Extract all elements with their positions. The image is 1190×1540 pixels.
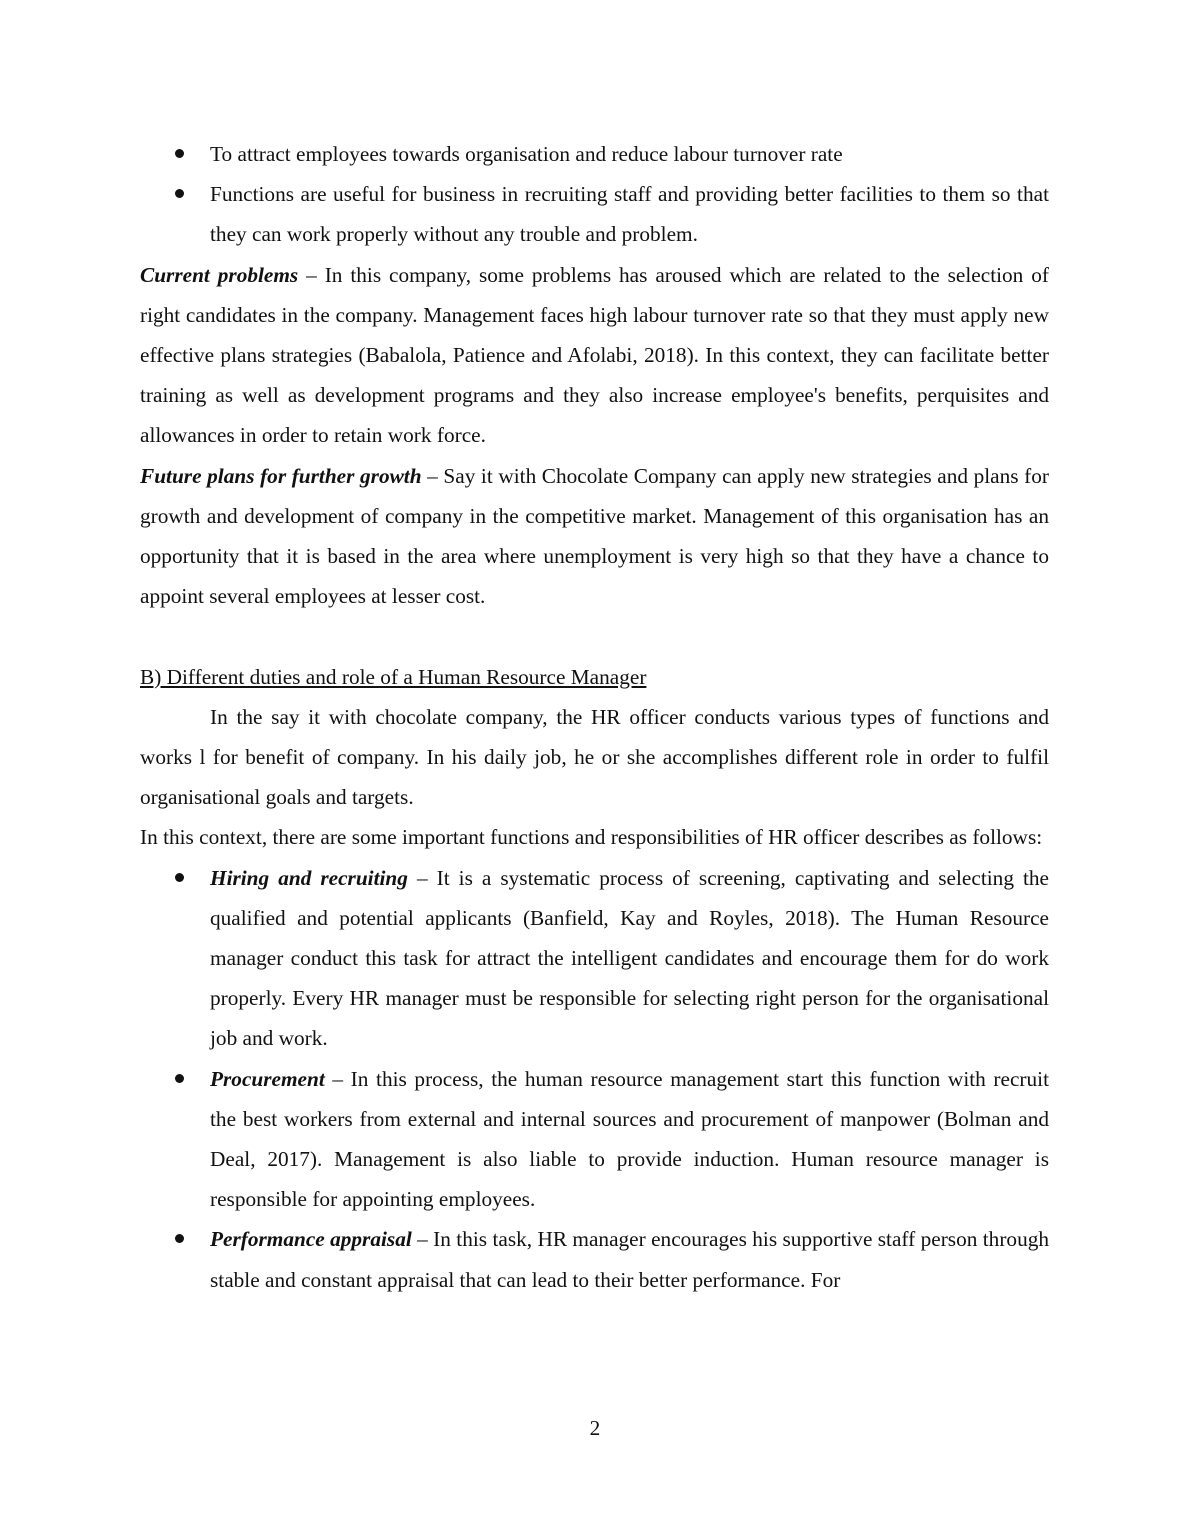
list-item: [140, 858, 1049, 1059]
list-item: [140, 174, 1049, 254]
list-item-text: Functions are useful for business in recruiting staff and providing better facilities to them so that they can work properly without any trouble and problem.: [210, 182, 1049, 247]
future-plans-paragraph: [140, 456, 1049, 617]
list-item-text: – In this process, the human resource management start this function with recruit the best workers from external and internal sources and procurement of manpower (Bolman and Deal, 2017). Management is also liable to provide induction. Human resource manager is responsible for appointing employees.: [210, 1066, 1049, 1212]
page-number: 2: [589, 1416, 601, 1440]
future-plans-text: – Say it with Chocolate Company can apply new strategies and plans for growth and development of company in the competitive market. Management of this organisation has an opportunity that it is based in the area where unemployment is very high so that they have a chance to appoint several employees at lesser cost.: [140, 463, 1049, 609]
bullet-icon: [175, 1074, 184, 1083]
list-item-text: – In this task, HR manager encourages his supportive staff person through stable and constant appraisal that can lead to their better performance. For: [210, 1227, 1050, 1292]
current-problems-text: – In this company, some problems has aroused which are related to the selection of right candidates in the company. Management faces high labour turnover rate so that they must apply new effective plans strategies (Babalola, Patience and Afolabi, 2018). In this context, they can facilitate better training as well as development programs and they also increase employee's benefits, perquisites and allowances in order to retain work force.: [140, 262, 1049, 448]
top-bullet-list: [140, 134, 1049, 255]
list-item-text: To attract employees towards organisation and reduce labour turnover rate: [210, 142, 843, 166]
bullet-icon: [175, 149, 184, 158]
list-item: [140, 1219, 1049, 1299]
section-b-intro: In the say it with chocolate company, the HR officer conducts various types of functions and works l for benefit of company. In his daily job, he or she accomplishes different role in order to fulfil organisational goals and targets.: [140, 704, 1049, 810]
list-item-lead: Performance appraisal: [210, 1227, 412, 1252]
bullet-icon: [175, 189, 184, 198]
future-plans-lead: Future plans for further growth: [140, 463, 422, 488]
section-b-context: In this context, there are some important functions and responsibilities of HR officer describes as follows:: [140, 825, 1043, 850]
section-b-heading: B) Different duties and role of a Human Resource Manager: [140, 664, 647, 689]
current-problems-lead: Current problems: [140, 262, 299, 287]
bullet-icon: [175, 873, 184, 882]
hr-functions-list: [140, 858, 1049, 1300]
list-item: [140, 1059, 1049, 1220]
list-item-text: – It is a systematic process of screening, captivating and selecting the qualified and potential applicants (Banfield, Kay and Royles, 2018). The Human Resource manager conduct this task for attract the intelligent candidates and encourage them for do work properly. Every HR manager must be responsible for selecting right person for the organisational job and work.: [210, 865, 1049, 1051]
current-problems-paragraph: [140, 255, 1049, 456]
list-item: [140, 134, 1049, 174]
bullet-icon: [175, 1234, 184, 1243]
list-item-lead: Procurement: [210, 1066, 325, 1091]
document-page: [140, 134, 1049, 1300]
list-item-lead: Hiring and recruiting: [210, 865, 408, 890]
